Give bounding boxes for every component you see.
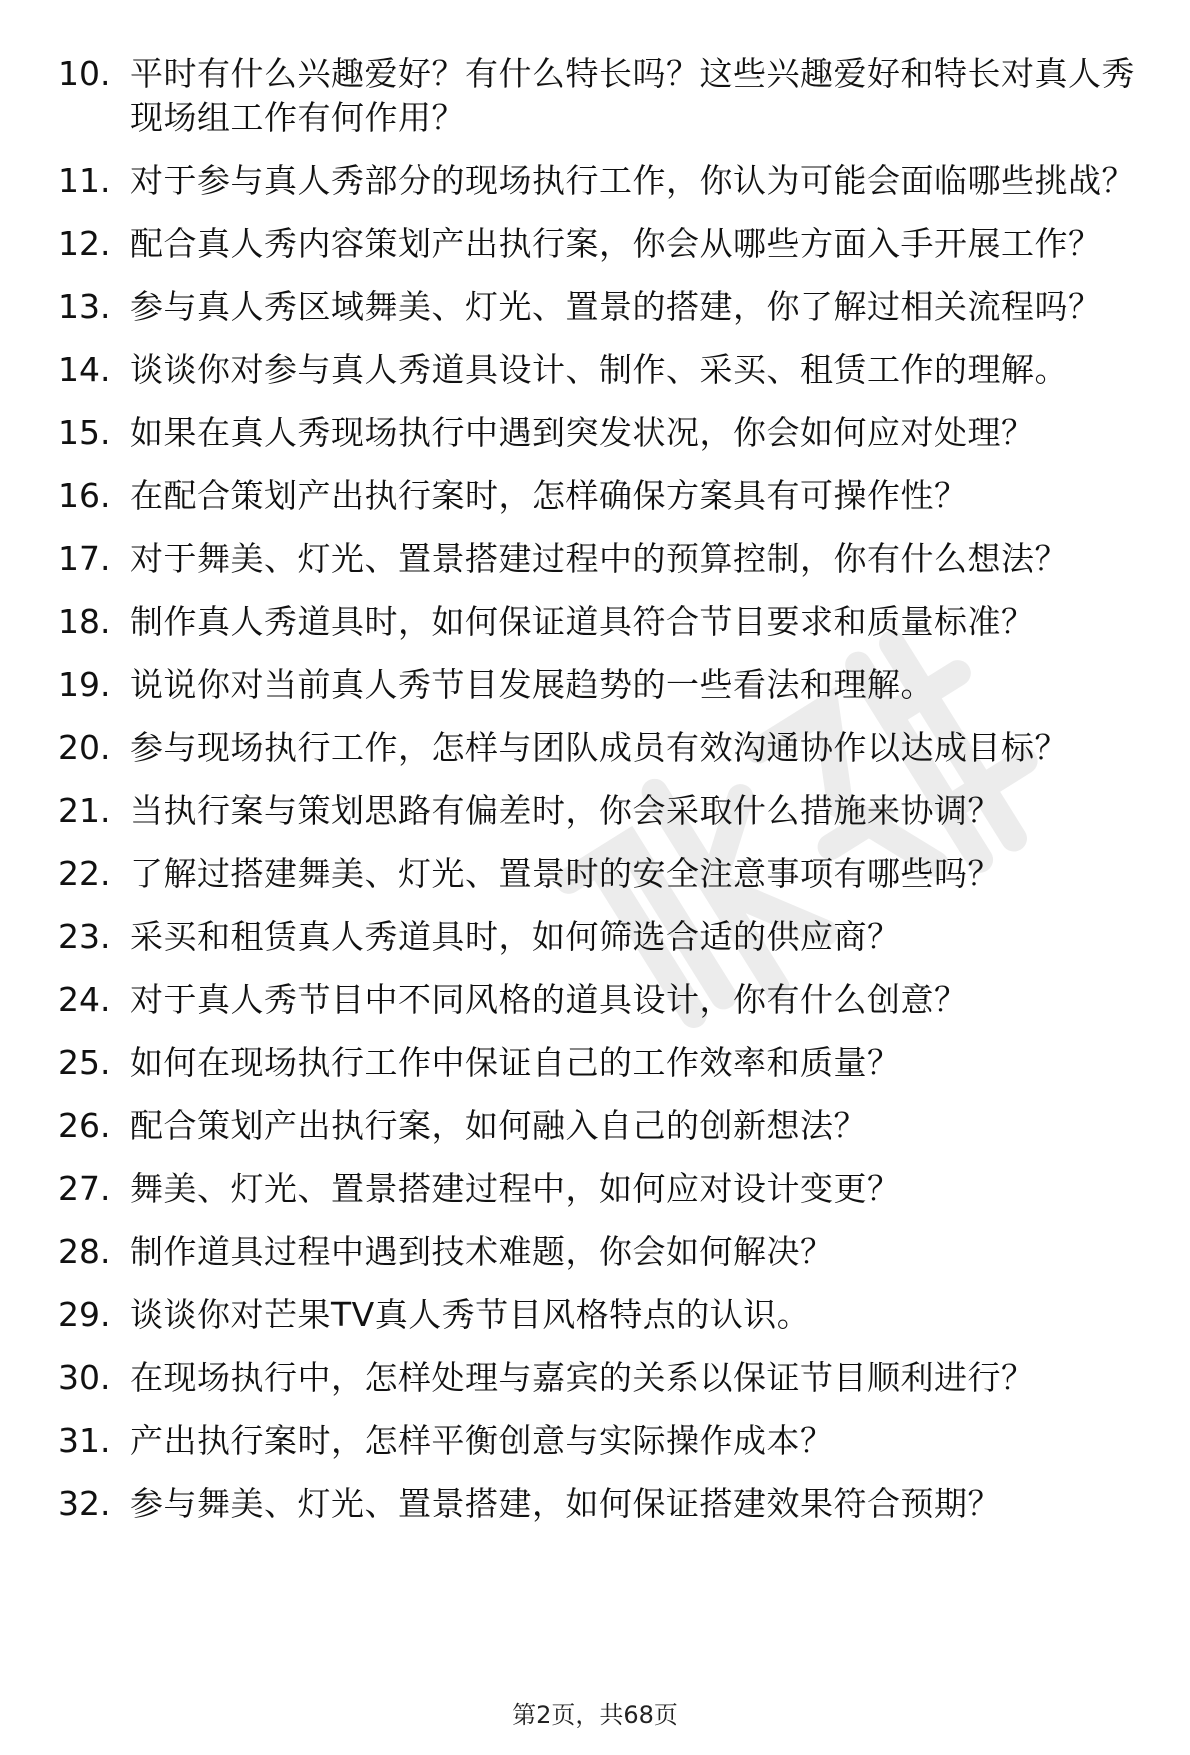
list-item [58,285,1148,329]
question-text: 在现场执行中，怎样处理与嘉宾的关系以保证节目顺利进行？ [130,1358,1035,1397]
question-number: 30. [58,1358,111,1397]
list-item [58,852,1148,896]
page-footer [0,1700,1190,1730]
list-item [58,159,1148,203]
question-number: 21. [58,791,111,830]
question-number: 25. [58,1043,111,1082]
list-item [58,222,1148,266]
question-text: 参与真人秀区域舞美、灯光、置景的搭建，你了解过相关流程吗？ [130,287,1102,326]
list-item [58,663,1148,707]
question-text: 当执行案与策划思路有偏差时，你会采取什么措施来协调？ [130,791,1001,830]
question-number: 17. [58,539,111,578]
question-number: 23. [58,917,111,956]
list-item [58,1356,1148,1400]
question-number: 15. [58,413,111,452]
question-text: 对于参与真人秀部分的现场执行工作，你认为可能会面临哪些挑战？ [130,161,1135,200]
list-item [58,474,1148,518]
question-text: 平时有什么兴趣爱好？有什么特长吗？这些兴趣爱好和特长对真人秀现场组工作有何作用？ [130,54,1135,137]
question-number: 13. [58,287,111,326]
list-item [58,52,1148,140]
list-item [58,1293,1148,1337]
list-item [58,1482,1148,1526]
question-text: 谈谈你对参与真人秀道具设计、制作、采买、租赁工作的理解。 [130,350,1068,389]
list-item [58,600,1148,644]
question-text: 参与现场执行工作，怎样与团队成员有效沟通协作以达成目标？ [130,728,1068,767]
question-number: 18. [58,602,111,641]
question-list [58,52,1148,1545]
question-text: 对于真人秀节目中不同风格的道具设计，你有什么创意？ [130,980,968,1019]
question-number: 11. [58,161,111,200]
question-text: 配合真人秀内容策划产出执行案，你会从哪些方面入手开展工作？ [130,224,1102,263]
question-text: 制作道具过程中遇到技术难题，你会如何解决？ [130,1232,834,1271]
question-number: 12. [58,224,111,263]
list-item [58,348,1148,392]
question-text: 在配合策划产出执行案时，怎样确保方案具有可操作性？ [130,476,968,515]
question-text: 制作真人秀道具时，如何保证道具符合节目要求和质量标准？ [130,602,1035,641]
list-item [58,789,1148,833]
list-item [58,726,1148,770]
question-number: 27. [58,1169,111,1208]
question-text: 如果在真人秀现场执行中遇到突发状况，你会如何应对处理？ [130,413,1035,452]
question-text: 谈谈你对芒果TV真人秀节目风格特点的认识。 [130,1295,811,1334]
question-text: 对于舞美、灯光、置景搭建过程中的预算控制，你有什么想法？ [130,539,1068,578]
question-number: 26. [58,1106,111,1145]
question-number: 22. [58,854,111,893]
question-number: 20. [58,728,111,767]
list-item [58,1104,1148,1148]
question-text: 了解过搭建舞美、灯光、置景时的安全注意事项有哪些吗？ [130,854,1001,893]
list-item [58,978,1148,1022]
question-number: 10. [58,54,111,93]
question-text: 配合策划产出执行案，如何融入自己的创新想法？ [130,1106,867,1145]
list-item [58,537,1148,581]
question-number: 19. [58,665,111,704]
question-number: 24. [58,980,111,1019]
question-text: 说说你对当前真人秀节目发展趋势的一些看法和理解。 [130,665,934,704]
list-item [58,1167,1148,1211]
list-item [58,411,1148,455]
list-item [58,1419,1148,1463]
question-number: 28. [58,1232,111,1271]
list-item [58,1041,1148,1085]
question-number: 16. [58,476,111,515]
question-number: 29. [58,1295,111,1334]
question-number: 31. [58,1421,111,1460]
question-text: 参与舞美、灯光、置景搭建，如何保证搭建效果符合预期？ [130,1484,1001,1523]
question-number: 14. [58,350,111,389]
question-number: 32. [58,1484,111,1523]
question-text: 采买和租赁真人秀道具时，如何筛选合适的供应商？ [130,917,901,956]
question-text: 产出执行案时，怎样平衡创意与实际操作成本？ [130,1421,834,1460]
question-text: 舞美、灯光、置景搭建过程中，如何应对设计变更？ [130,1169,901,1208]
list-item [58,915,1148,959]
list-item [58,1230,1148,1274]
question-text: 如何在现场执行工作中保证自己的工作效率和质量？ [130,1043,901,1082]
page-number-label: 第2页，共68页 [512,1701,678,1729]
